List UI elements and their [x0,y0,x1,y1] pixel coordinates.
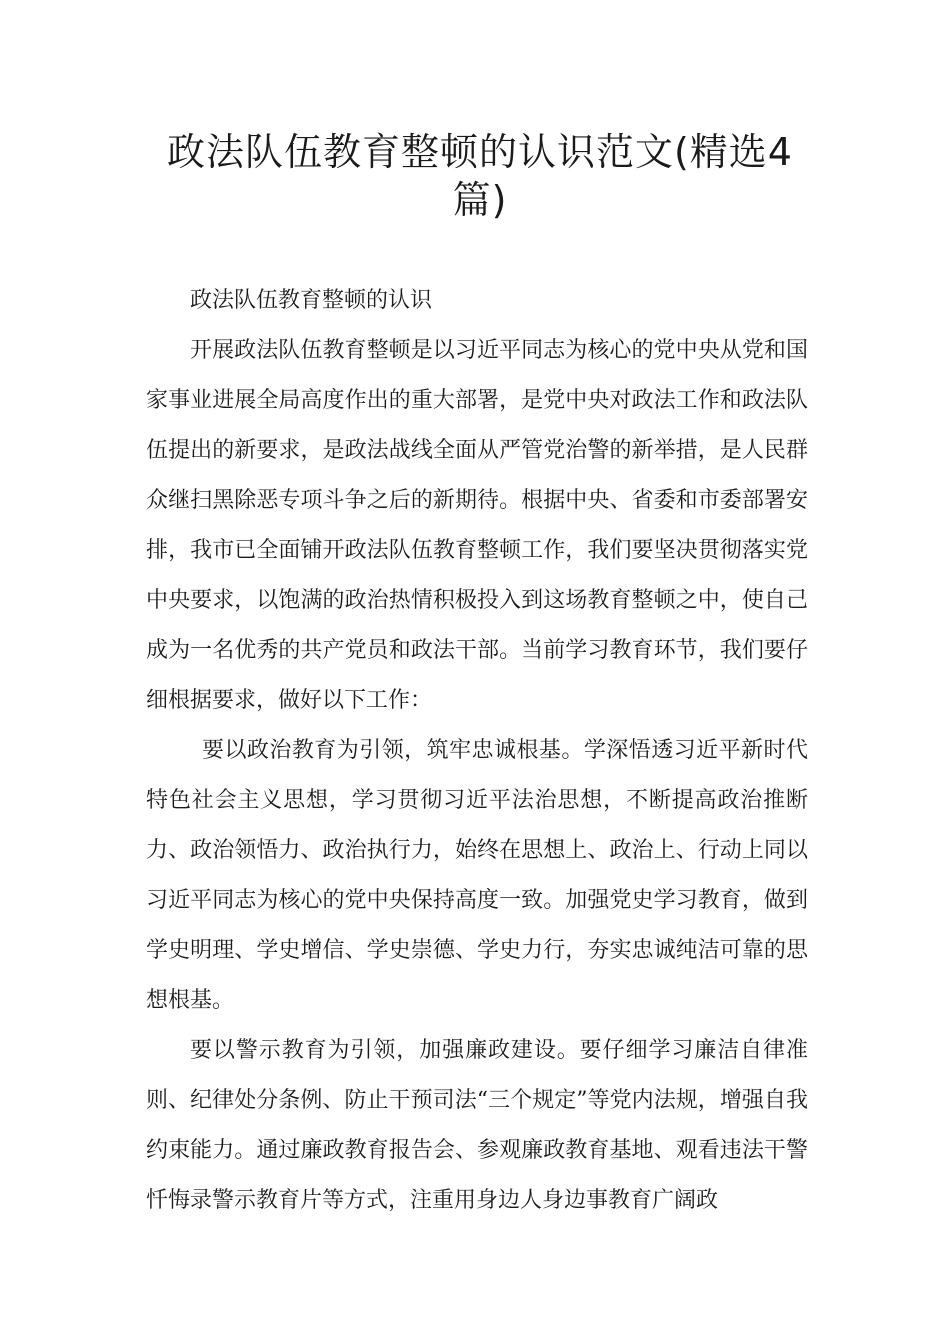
paragraph: 要以政治教育为引领，筑牢忠诚根基。学深悟透习近平新时代特色社会主义思想，学习贯彻习近平法治思想，不断提高政治推断力、政治领悟力、政治执行力，始终在思想上、政治上、行动上同以习近平同志为核心的党中央保持高度一致。加强党史学习教育，做到学史明理、学史增信、学史崇德、学史力行，夯实忠诚纯洁可靠的思想根基。 [146,738,808,1013]
paragraph: 要以警示教育为引领，加强廉政建设。要仔细学习廉洁自律准则、纪律处分条例、防止干预司法“三个规定”等党内法规，增强自我约束能力。通过廉政教育报告会、参观廉政教育基地、观看违法干警忏悔录警示教育片等方式，注重用身边人身边事教育广阔政 [146,1038,808,1213]
document-title: 政法队伍教育整顿的认识范文(精选4篇) [166,130,793,222]
section-subtitle: 政法队伍教育整顿的认识 [190,288,433,313]
paragraph: 开展政法队伍教育整顿是以习近平同志为核心的党中央从党和国家事业进展全局高度作出的重大部署，是党中央对政法工作和政法队伍提出的新要求，是政法战线全面从严管党治警的新举措，是人民群众继扫黑除恶专项斗争之后的新期待。根据中央、省委和市委部署安排，我市已全面铺开政法队伍教育整顿工作，我们要坚决贯彻落实党中央要求，以饱满的政治热情积极投入到这场教育整顿之中，使自己成为一名优秀的共产党员和政法干部。当前学习教育环节，我们要仔细根据要求，做好以下工作： [146,338,808,713]
document-body [146,276,808,1226]
